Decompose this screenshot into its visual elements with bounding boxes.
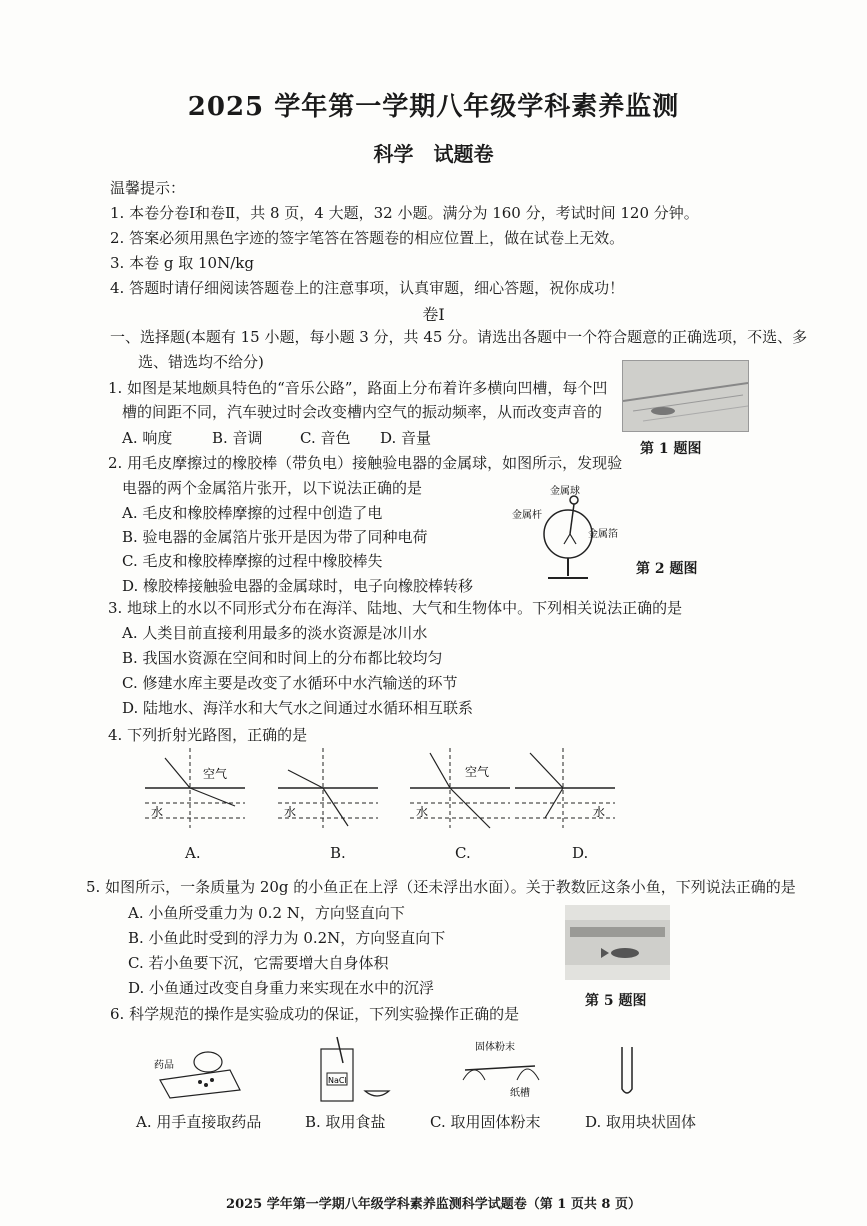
music-road-photo — [622, 360, 749, 432]
question-5-stem: 5. 如图所示，一条质量为 20g 的小鱼正在上浮（还未浮出水面）。关于教数匠这条小鱼，下列说法正确的是 — [86, 878, 796, 896]
q3-option-b: B. 我国水资源在空间和时间上的分布都比较均匀 — [122, 649, 443, 667]
q4-option-c: C. — [455, 844, 471, 862]
q2-option-d: D. 橡胶棒接触验电器的金属球时，电子向橡胶棒转移 — [122, 577, 474, 595]
q4-option-d: D. — [572, 844, 589, 862]
section-label: 卷Ⅰ — [422, 305, 445, 324]
page-title: 2025 学年第一学期八年级学科素养监测 — [187, 92, 680, 122]
question-1-stem: 1. 如图是某地颇具特色的“音乐公路”，路面上分布着许多横向凹槽，每个凹 — [108, 379, 608, 397]
q5-option-d: D. 小鱼通过改变自身重力来实现在水中的沉浮 — [128, 979, 435, 997]
electroscope-diagram — [510, 482, 630, 587]
label-solid-powder: 固体粉末 — [475, 1042, 515, 1053]
q6-option-b: B. 取用食盐 — [305, 1113, 386, 1131]
q3-option-c: C. 修建水库主要是改变了水循环中水汽输送的环节 — [122, 674, 458, 692]
q1-option-c: C. 音色 — [300, 429, 351, 447]
page-subtitle: 科学 试题卷 — [373, 142, 494, 166]
tip-line: 3. 本卷 g 取 10N/kg — [110, 254, 254, 272]
water-label: 水 — [416, 805, 429, 819]
q1-option-a: A. 响度 — [122, 429, 173, 447]
question-1-stem: 槽的间距不同，汽车驶过时会改变槽内空气的振动频率，从而改变声音的 — [122, 403, 603, 421]
air-label: 空气 — [465, 765, 490, 779]
tip-line: 1. 本卷分卷Ⅰ和卷Ⅱ，共 8 页，4 大题，32 小题。满分为 160 分，考试时间 120 分钟。 — [110, 204, 699, 222]
question-2-stem: 电器的两个金属箔片张开，以下说法正确的是 — [122, 479, 423, 497]
q5-option-b: B. 小鱼此时受到的浮力为 0.2N，方向竖直向下 — [128, 929, 446, 947]
q4-option-a: A. — [185, 844, 201, 862]
label-metal-foil: 金属箔 — [588, 529, 618, 540]
label-metal-ball: 金属球 — [550, 486, 580, 497]
refraction-diagram-c — [410, 748, 510, 838]
label-metal-rod: 金属杆 — [512, 510, 542, 521]
q2-option-a: A. 毛皮和橡胶棒摩擦的过程中创造了电 — [122, 504, 383, 522]
test-tube-figure — [612, 1045, 642, 1100]
question-2-stem: 2. 用毛皮摩擦过的橡胶棒（带负电）接触验电器的金属球，如图所示，发现验 — [108, 454, 623, 472]
hand-taking-chemical-figure — [150, 1040, 245, 1100]
q1-option-d: D. 音量 — [380, 429, 432, 447]
tips-label: 温馨提示： — [110, 179, 186, 197]
q3-option-d: D. 陆地水、海洋水和大气水之间通过水循环相互联系 — [122, 699, 474, 717]
question-4-stem: 4. 下列折射光路图，正确的是 — [108, 726, 308, 744]
q5-option-c: C. 若小鱼要下沉，它需要增大自身体积 — [128, 954, 389, 972]
figure-2-caption: 第 2 题图 — [636, 561, 698, 577]
part-header: 一、选择题(本题有 15 小题，每小题 3 分，共 45 分。请选出各题中一个符合题意的正确选项，不选、多 — [110, 328, 808, 346]
refraction-diagram-d — [515, 748, 615, 838]
q5-option-a: A. 小鱼所受重力为 0.2 N，方向竖直向下 — [128, 904, 405, 922]
q6-option-c: C. 取用固体粉末 — [430, 1113, 541, 1131]
q4-option-b: B. — [330, 844, 346, 862]
question-3-stem: 3. 地球上的水以不同形式分布在海洋、陆地、大气和生物体中。下列相关说法正确的是 — [108, 599, 683, 617]
water-label: 水 — [151, 805, 164, 819]
tip-line: 4. 答题时请仔细阅读答题卷上的注意事项，认真审题，细心答题，祝你成功！ — [110, 279, 625, 297]
powder-paper-trough-figure — [455, 1040, 555, 1100]
water-label: 水 — [593, 805, 606, 819]
q2-option-b: B. 验电器的金属箔片张开是因为带了同种电荷 — [122, 528, 428, 546]
part-header: 选、错选均不给分) — [138, 353, 264, 371]
tip-line: 2. 答案必须用黑色字迹的签字笔答在答题卷的相应位置上，做在试卷上无效。 — [110, 229, 625, 247]
q1-option-b: B. 音调 — [212, 429, 263, 447]
q2-option-c: C. 毛皮和橡胶棒摩擦的过程中橡胶棒失 — [122, 552, 383, 570]
label-chemical: 药品 — [154, 1060, 174, 1071]
page-footer: 2025 学年第一学期八年级学科素养监测科学试题卷（第 1 页共 8 页） — [226, 1197, 641, 1212]
fish-icon — [565, 905, 670, 980]
q6-option-a: A. 用手直接取药品 — [136, 1113, 262, 1131]
music-road-icon — [623, 361, 748, 431]
refraction-diagram-a — [145, 748, 245, 838]
q3-option-a: A. 人类目前直接利用最多的淡水资源是冰川水 — [122, 624, 428, 642]
question-6-stem: 6. 科学规范的操作是实验成功的保证，下列实验操作正确的是 — [110, 1005, 520, 1023]
salt-bottle-figure — [315, 1035, 395, 1105]
air-label: 空气 — [203, 767, 228, 781]
figure-1-caption: 第 1 题图 — [640, 441, 702, 457]
fish-in-water-figure — [565, 905, 670, 980]
figure-5-caption: 第 5 题图 — [585, 993, 647, 1009]
label-paper-trough: 纸槽 — [510, 1088, 530, 1099]
q6-option-d: D. 取用块状固体 — [585, 1113, 697, 1131]
water-label: 水 — [284, 805, 297, 819]
refraction-diagram-b — [278, 748, 378, 838]
label-nacl: NaCl — [328, 1076, 347, 1085]
